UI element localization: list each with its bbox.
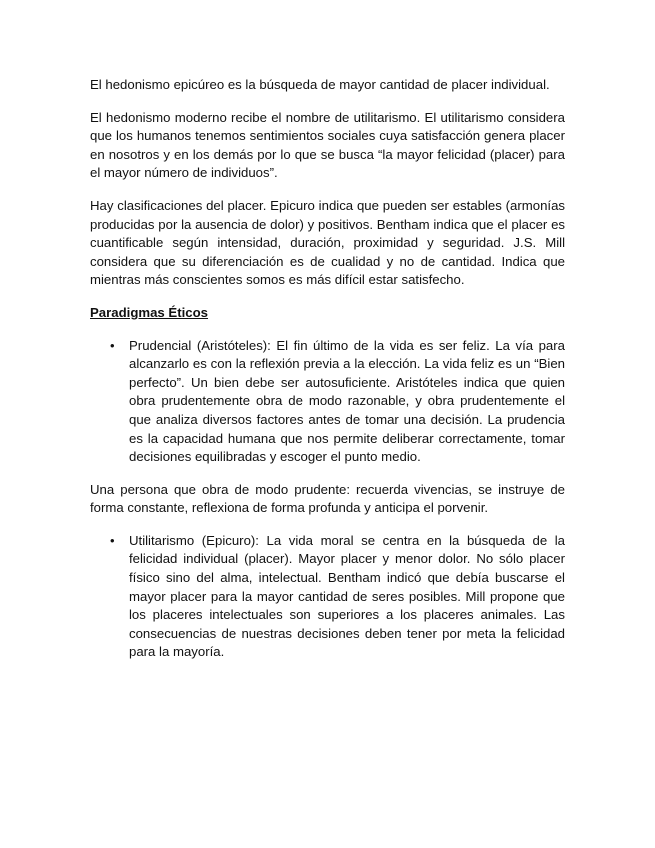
bullet-icon: • (110, 532, 115, 548)
bullet-list-prudencial (90, 337, 565, 467)
list-item-prudencial (90, 337, 565, 467)
section-heading: Paradigmas Éticos (90, 304, 209, 320)
paragraph-hedonismo-epicureo: El hedonismo epicúreo es la búsqueda de mayor cantidad de placer individual. (90, 77, 550, 92)
list-item-text: Utilitarismo (Epicuro): La vida moral se centra en la búsqueda de la felicidad individual (placer). Mayor placer y menor dolor. No sólo placer físico sino del alma, intelectual. Bentham indicó que debía buscarse el mayor placer para la mayor cantidad de seres posibles. Mill propone que los placeres intelectuales son superiores a los placeres animales. Las consecuencias de nuestras decisiones deben tener por meta la felicidad para la mayoría. (129, 532, 565, 660)
paragraph-persona-prudente: Una persona que obra de modo prudente: recuerda vivencias, se instruye de forma constante, reflexiona de forma profunda y anticipa el porvenir. (90, 481, 565, 516)
bullet-list-utilitarismo (90, 532, 565, 662)
list-item-text: Prudencial (Aristóteles): El fin último de la vida es ser feliz. La vía para alcanzarlo es con la reflexión previa a la elección. La vida feliz es un “Bien perfecto”. Un bien debe ser autosuficiente. Aristóteles indica que quien obra prudentemente obra de modo razonable, y obra prudentemente el que analiza diversos factores antes de tomar una decisión. La prudencia es la capacidad humana que nos permite deliberar correctamente, tomar decisiones equilibradas y escoger el punto medio. (129, 337, 565, 465)
paragraph-clasificaciones-placer: Hay clasificaciones del placer. Epicuro indica que pueden ser estables (armonías producidas por la ausencia de dolor) y positivos. Bentham indica que el placer es cuantificable según intensidad, duración, proximidad y seguridad. J.S. Mill considera que su diferenciación es de cualidad y no de cantidad. Indica que mientras más conscientes somos es más difícil estar satisfecho. (90, 197, 565, 288)
list-item-utilitarismo (90, 532, 565, 662)
bullet-icon: • (110, 337, 115, 353)
document-page (90, 76, 565, 676)
paragraph-hedonismo-moderno: El hedonismo moderno recibe el nombre de utilitarismo. El utilitarismo considera que los humanos tenemos sentimientos sociales cuya satisfacción genera placer en nosotros y en los demás por lo que se busca “la mayor felicidad (placer) para el mayor número de individuos”. (90, 109, 565, 181)
